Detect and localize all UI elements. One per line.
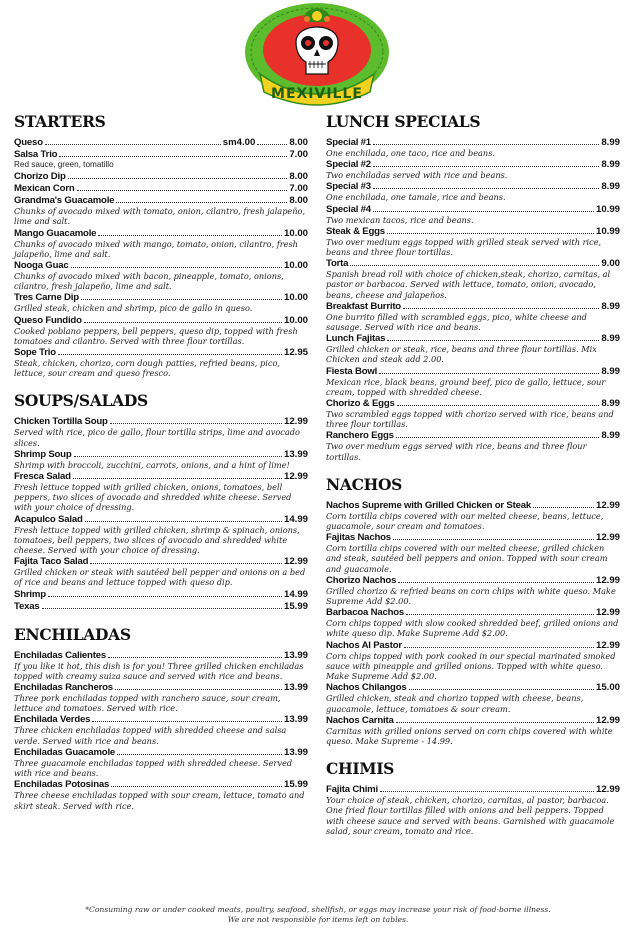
menu-item-row — [14, 779, 308, 790]
menu-item-price: 8.99 — [601, 430, 620, 442]
menu-item-name: Lunch Fajitas — [326, 333, 386, 345]
menu-item-price: 10.99 — [595, 225, 620, 237]
menu-item-price: 12.99 — [595, 714, 620, 726]
menu-item-name: Torta — [326, 258, 349, 270]
menu-item-price: 8.99 — [601, 159, 620, 171]
menu-item-name: Special #4 — [326, 203, 371, 215]
dot-leader — [380, 791, 594, 792]
dot-leader — [42, 608, 282, 609]
menu-item — [326, 258, 620, 300]
dot-leader — [387, 340, 599, 341]
menu-item-description: Three guacamole enchiladas topped with shredded cheese. Served with rice and beans. — [14, 757, 293, 779]
menu-item-row — [14, 195, 308, 206]
menu-item-price: 12.99 — [595, 784, 620, 796]
menu-item-row — [326, 430, 620, 441]
menu-item-description: One enchilada, one taco, rice and beans. — [326, 148, 496, 158]
menu-item-row — [14, 714, 308, 725]
menu-item — [326, 226, 620, 257]
menu-item-name: Enchilada Verdes — [14, 714, 91, 726]
menu-item-price: 8.99 — [601, 137, 620, 148]
menu-item-name: Enchiladas Rancheros — [14, 682, 113, 694]
dot-leader — [397, 405, 600, 406]
menu-item-row — [326, 398, 620, 409]
menu-item-price: 12.99 — [595, 607, 620, 619]
dot-leader — [404, 647, 594, 648]
dot-leader — [68, 178, 288, 179]
menu-item-description: Chunks of avocado mixed with mango, tomato, onion, cilantro, fresh jalapeño, lime and salt. — [14, 238, 298, 259]
menu-item-price: 8.00 — [289, 137, 308, 148]
menu-item-description: Cooked poblano peppers, bell peppers, queso dip, topped with fresh tomatoes and cilantro. Served with three flour tortillas. — [14, 325, 298, 346]
dot-leader — [393, 539, 594, 540]
menu-item-name: Grandma's Guacamole — [14, 195, 115, 207]
menu-item-price: 13.99 — [283, 682, 308, 694]
menu-item-description: Fresh lettuce topped with grilled chicken, shrimp & spinach, onions, tomatoes, bell peppers, two slices of avocado and shredded white cheese. Served with your choice of dressing. — [14, 524, 300, 556]
menu-item — [14, 149, 308, 170]
menu-item — [14, 183, 308, 194]
menu-item-name: Fajita Chimi — [326, 784, 378, 796]
menu-item-price: 12.99 — [595, 499, 620, 511]
menu-item-price: 8.99 — [601, 365, 620, 377]
menu-item-name: Salsa Trio — [14, 149, 58, 160]
menu-item — [14, 601, 308, 612]
dot-leader — [373, 166, 599, 167]
menu-item-description: Grilled chicken or steak with sautéed bell pepper and onions on a bed of rice and beans and lettuce topped with queso dip. — [14, 567, 306, 588]
menu-item — [326, 715, 620, 746]
menu-item — [14, 195, 308, 226]
dot-leader — [73, 478, 282, 479]
menu-item — [14, 471, 308, 513]
menu-item-price: 13.99 — [283, 714, 308, 726]
menu-item-name: Texas — [14, 600, 40, 612]
menu-item — [14, 747, 308, 778]
menu-item-description: Two over medium eggs topped with grilled steak served with rice, beans and three flour tortillas. — [326, 236, 602, 258]
dot-leader — [45, 144, 221, 145]
dot-leader — [409, 689, 594, 690]
menu-item-name: Fajita Taco Salad — [14, 556, 89, 568]
dot-leader — [59, 156, 287, 157]
menu-item-row — [14, 347, 308, 358]
menu-item — [326, 366, 620, 397]
section-nachos — [326, 476, 620, 746]
menu-item-description: Carnitas with grilled onions served on corn chips covered with white queso. Make Supreme - 14.99. — [326, 725, 613, 746]
section-title: STARTERS — [14, 112, 106, 131]
menu-item-name: Fajitas Nachos — [326, 532, 391, 544]
menu-item-description: Grilled chicken or steak, rice, beans and three flour tortillas. Mix Chicken and steak add 2.00. — [326, 344, 597, 365]
menu-item-price: 12.95 — [283, 347, 308, 359]
section-title: LUNCH SPECIALS — [326, 112, 481, 131]
menu-item-name: Chorizo Nachos — [326, 574, 397, 586]
menu-item — [326, 181, 620, 202]
menu-item — [326, 784, 620, 836]
menu-item-name: Nachos Supreme with Grilled Chicken or Steak — [326, 499, 531, 511]
menu-item-row — [14, 416, 308, 427]
menu-item-name: Special #2 — [326, 159, 371, 171]
menu-item — [326, 430, 620, 461]
menu-item — [326, 137, 620, 158]
dot-leader — [396, 722, 594, 723]
dot-leader — [379, 373, 599, 374]
menu-item-name: Special #3 — [326, 181, 371, 193]
menu-item-description: Red sauce, green, tomatillo — [14, 160, 114, 169]
menu-item-description: Chunks of avocado mixed with bacon, pineapple, tomato, onions, cilantro, fresh jalapeño, lime and salt. — [14, 271, 284, 292]
menu-item-name: Sope Trio — [14, 347, 56, 359]
menu-item-price: 14.99 — [283, 588, 308, 600]
menu-item-name: Queso — [14, 137, 43, 148]
menu-item-price: 8.99 — [601, 181, 620, 193]
dot-leader — [74, 456, 282, 457]
footer-line-1: *Consuming raw or under cooked meats, poultry, seafood, shellfish, or eggs may increase your risk of food-borne illness. — [85, 905, 551, 914]
menu-item-description: Two mexican tacos, rice and beans. — [326, 214, 474, 225]
menu-item — [326, 607, 620, 638]
menu-item — [14, 514, 308, 556]
menu-item-price: 10.00 — [283, 314, 308, 326]
menu-item-price: 10.00 — [283, 227, 308, 239]
menu-item-row — [14, 449, 308, 460]
menu-item-description: Grilled steak, chicken and shrimp, pico de gallo in queso. — [14, 303, 253, 314]
menu-item-price: 13.99 — [283, 746, 308, 758]
menu-item-description: Steak, chicken, chorizo, corn dough patties, refried beans, pico, lettuce, sour cream and queso fresco. — [14, 358, 280, 379]
dot-leader — [92, 721, 282, 722]
dot-leader — [111, 786, 282, 787]
dot-leader — [257, 144, 287, 145]
menu-item-small-price: sm4.00 — [222, 137, 256, 148]
dot-leader — [84, 322, 282, 323]
menu-item — [14, 416, 308, 447]
left-column — [14, 113, 308, 825]
menu-item-price: 12.99 — [595, 574, 620, 586]
menu-item — [14, 682, 308, 713]
menu-item-name: Fiesta Bowl — [326, 365, 378, 377]
menu-item — [14, 315, 308, 346]
menu-item — [14, 714, 308, 745]
dot-leader — [373, 211, 594, 212]
menu-item-row — [326, 333, 620, 344]
menu-item-name: Nachos Chilangos — [326, 682, 407, 694]
menu-item-name: Nachos Carnita — [326, 714, 394, 726]
menu-item-name: Enchiladas Calientes — [14, 649, 106, 661]
menu-item-row — [14, 171, 308, 182]
menu-item-description: Two enchiladas served with rice and beans. — [326, 170, 508, 181]
menu-item-price: 8.99 — [601, 300, 620, 312]
menu-item-row — [326, 500, 620, 511]
section-chimis — [326, 760, 620, 836]
menu-item — [14, 779, 308, 810]
menu-item-name: Tres Carne Dip — [14, 292, 79, 304]
menu-item — [14, 556, 308, 587]
dot-leader — [48, 596, 282, 597]
menu-item-row — [14, 292, 308, 303]
menu-item-row — [14, 650, 308, 661]
menu-item-name: Shrimp — [14, 588, 46, 600]
footer-disclaimer — [0, 905, 636, 924]
menu-item-row — [326, 159, 620, 170]
menu-item-name: Special #1 — [326, 137, 371, 148]
menu-item-price: 13.99 — [283, 448, 308, 460]
menu-item-row — [14, 315, 308, 326]
menu-item-name: Fresca Salad — [14, 471, 71, 483]
menu-item-name: Mango Guacamole — [14, 227, 97, 239]
menu-item-name: Breakfast Burrito — [326, 300, 401, 312]
menu-item — [326, 640, 620, 682]
menu-item-description: Grilled chorizo & refried beans on corn chips with white queso. Make Supreme Add $2.00. — [326, 585, 616, 607]
menu-item-price: 12.99 — [283, 471, 308, 483]
menu-item — [14, 449, 308, 470]
menu-item-row — [326, 575, 620, 586]
dot-leader — [373, 188, 599, 189]
menu-item-row — [14, 228, 308, 239]
menu-item-description: Served with rice, pico de gallo, flour tortilla strips, lime and avocado slices. — [14, 427, 300, 448]
menu-item-description: Three chicken enchiladas topped with shredded cheese and salsa verde. Served with rice and beans. — [14, 725, 287, 746]
menu-item-name: Mexican Corn — [14, 183, 75, 195]
menu-item-description: Grilled chicken, steak and chorizo topped with cheese, beans, guacamole, lettuce, tomatoes & sour cream. — [326, 693, 584, 714]
menu-item-row — [326, 532, 620, 543]
dot-leader — [387, 233, 594, 234]
menu-item-row — [326, 204, 620, 215]
menu-item-description: Shrimp with broccoli, zucchini, carrots, onions, and a hint of lime! — [14, 459, 290, 470]
menu-item — [326, 532, 620, 574]
menu-item-price: 8.99 — [601, 333, 620, 345]
menu-item-row — [14, 601, 308, 612]
menu-item-description: If you like it hot, this dish is for you! Three grilled chicken enchiladas topped with creamy suiza sauce and served with rice and beans. — [14, 660, 304, 681]
menu-item-row — [14, 682, 308, 693]
menu-item-name: Shrimp Soup — [14, 448, 72, 460]
menu-item — [326, 204, 620, 225]
dot-leader — [58, 354, 282, 355]
menu-item-description: Fresh lettuce topped with grilled chicken, onions, tomatoes, bell peppers, two slices of avocado and shredded white cheese. Served with your choice of dressing. — [14, 482, 292, 513]
menu-item — [14, 347, 308, 378]
menu-item-row — [14, 471, 308, 482]
dot-leader — [81, 299, 282, 300]
menu-item — [326, 301, 620, 332]
menu-item — [14, 292, 308, 313]
menu-item-description: One enchilada, one tamale, rice and beans. — [326, 192, 506, 203]
menu-item — [14, 171, 308, 182]
menu-item — [14, 228, 308, 259]
dot-leader — [90, 563, 282, 564]
menu-item-row — [14, 747, 308, 758]
menu-item-name: Chicken Tortilla Soup — [14, 416, 108, 428]
dot-leader — [71, 267, 282, 268]
menu-item-name: Chorizo Dip — [14, 171, 66, 183]
menu-item-description: Your choice of steak, chicken, chorizo, carnitas, al pastor, barbacoa. One fried flour tortillas filled with onions and bell peppers. Topped with cheese sauce and served with beans. Garnished with guacamole salad, sour cream, tomato and rice. — [326, 795, 615, 836]
menu-item — [326, 159, 620, 180]
dot-leader — [108, 657, 282, 658]
menu-item — [14, 589, 308, 600]
menu-item-price: 8.99 — [601, 398, 620, 410]
section-title: SOUPS/SALADS — [14, 391, 148, 411]
menu-item-row — [326, 640, 620, 651]
dot-leader — [110, 423, 282, 424]
right-column — [326, 113, 620, 850]
menu-item-price: 12.99 — [283, 556, 308, 568]
menu-item-name: Chorizo & Eggs — [326, 398, 395, 410]
menu-item-price: 15.99 — [283, 779, 308, 791]
menu-item-description: Corn tortilla chips covered with our melted cheese, grilled chicken and steak, sautéed bell peppers and onion. Topped with sour cream and guacamole. — [326, 543, 608, 574]
menu-item-name: Enchiladas Potosinas — [14, 779, 110, 791]
menu-item-row — [14, 556, 308, 567]
menu-item-description: Two scrambled eggs topped with chorizo served with rice, beans and three flour tortillas. — [326, 409, 614, 430]
menu-item-name: Queso Fundido — [14, 314, 82, 326]
menu-item-price: 14.99 — [283, 513, 308, 525]
mexiville-logo — [244, 2, 390, 106]
section-lunch-specials — [326, 113, 620, 462]
menu-item-row — [326, 301, 620, 312]
menu-item-name: Ranchero Eggs — [326, 430, 394, 442]
menu-item-name: Barbacoa Nachos — [326, 607, 405, 619]
menu-item-name: Nooga Guac — [14, 260, 69, 272]
menu-item-description: Two over medium eggs served with rice, beans and three flour tortillas. — [326, 441, 587, 462]
menu-item-description: One burrito filled with scrambled eggs, pico, white cheese and sausage. Served with rice and beans. — [326, 311, 587, 333]
menu-item-description: Corn tortilla chips covered with our melted cheese, beans, lettuce, guacamole, sour cream and tomatoes. — [326, 510, 604, 532]
dot-leader — [116, 202, 287, 203]
section-title: CHIMIS — [326, 759, 395, 779]
dot-leader — [77, 190, 288, 191]
dot-leader — [533, 507, 594, 508]
menu-item-price: 12.99 — [283, 416, 308, 428]
dot-leader — [398, 582, 594, 583]
dot-leader — [373, 144, 599, 145]
menu-item-row — [14, 589, 308, 600]
menu-item-price: 10.00 — [283, 260, 308, 272]
section-starters — [14, 113, 308, 378]
section-title: NACHOS — [326, 474, 403, 494]
menu-item — [14, 137, 308, 148]
section-title: ENCHILADAS — [14, 624, 131, 644]
menu-item-row — [326, 682, 620, 693]
menu-item-name: Acapulco Salad — [14, 513, 83, 525]
menu-item-row — [14, 149, 308, 160]
menu-item-description: Corn chips topped with slow cooked shredded beef, grilled onions and white queso dip. Make Supreme Add $2.00. — [326, 618, 619, 639]
dot-leader — [406, 614, 594, 615]
section-enchiladas — [14, 626, 308, 811]
menu-item-row — [326, 137, 620, 148]
menu-item — [326, 575, 620, 606]
menu-item-row — [14, 137, 308, 148]
dot-leader — [350, 265, 599, 266]
logo-text: MEXIVILLE — [271, 86, 363, 102]
menu-item-price: 15.00 — [595, 682, 620, 694]
dot-leader — [115, 689, 282, 690]
menu-item-price: 10.99 — [595, 203, 620, 215]
menu-item-row — [326, 366, 620, 377]
menu-item-name: Enchiladas Guacamole — [14, 746, 116, 758]
dot-leader — [98, 235, 282, 236]
menu-item-price: 13.99 — [283, 649, 308, 661]
menu-item-price: 12.99 — [595, 639, 620, 651]
menu-item-row — [326, 226, 620, 237]
menu-item-name: Nachos Al Pastor — [326, 639, 402, 651]
menu-item — [326, 500, 620, 531]
menu-item-row — [326, 258, 620, 269]
menu-item-row — [326, 715, 620, 726]
dot-leader — [85, 521, 282, 522]
menu-item-price: 12.99 — [595, 532, 620, 544]
menu-item-description: Mexican rice, black beans, ground beef, pico de gallo, lettuce, sour cream, topped with shredded cheese. — [326, 376, 606, 397]
menu-item-row — [326, 784, 620, 795]
menu-item-price: 8.00 — [289, 171, 308, 183]
menu-item-price: 8.00 — [289, 195, 308, 207]
menu-item-price: 15.99 — [283, 600, 308, 612]
menu-item-row — [14, 183, 308, 194]
dot-leader — [117, 754, 282, 755]
menu-item — [14, 260, 308, 291]
dot-leader — [403, 308, 599, 309]
menu-item — [326, 398, 620, 429]
menu-item-row — [326, 181, 620, 192]
menu-item — [14, 650, 308, 681]
menu-item-price: 9.00 — [601, 258, 620, 270]
menu-item-price: 7.00 — [289, 149, 308, 160]
menu-item-row — [326, 607, 620, 618]
menu-item-description: Spanish bread roll with choice of chicken,steak, chorizo, carnitas, al pastor or barbacoa. Served with lettuce, tomato, onion, avocado, beans, cheese and jalapeños. — [326, 269, 611, 300]
menu-item-row — [14, 514, 308, 525]
menu-item-row — [14, 260, 308, 271]
menu-item — [326, 333, 620, 364]
menu-item-description: Three cheese enchiladas topped with sour cream, lettuce, tomato and skirt steak. Served with rice. — [14, 790, 305, 811]
menu-item-description: Corn chips topped with pork cooked in our special marinated smoked sauce with pineapple and grilled onions. Topped with white queso. Make Supreme Add $2.00. — [326, 650, 616, 682]
menu-item — [326, 682, 620, 713]
section-soups-salads — [14, 392, 308, 611]
menu-item-price: 7.00 — [289, 183, 308, 195]
footer-line-2: We are not responsible for items left on tables. — [227, 914, 409, 924]
dot-leader — [396, 437, 600, 438]
menu-item-name: Steak & Eggs — [326, 225, 385, 237]
menu-item-description: Chunks of avocado mixed with tomato, onion, cilantro, fresh jalapeño, lime and salt. — [14, 206, 306, 227]
menu-item-description: Three pork enchiladas topped with ranchero sauce, sour cream, lettuce and tomatoes. Served with rice. — [14, 693, 281, 714]
menu-item-price: 10.00 — [283, 292, 308, 304]
